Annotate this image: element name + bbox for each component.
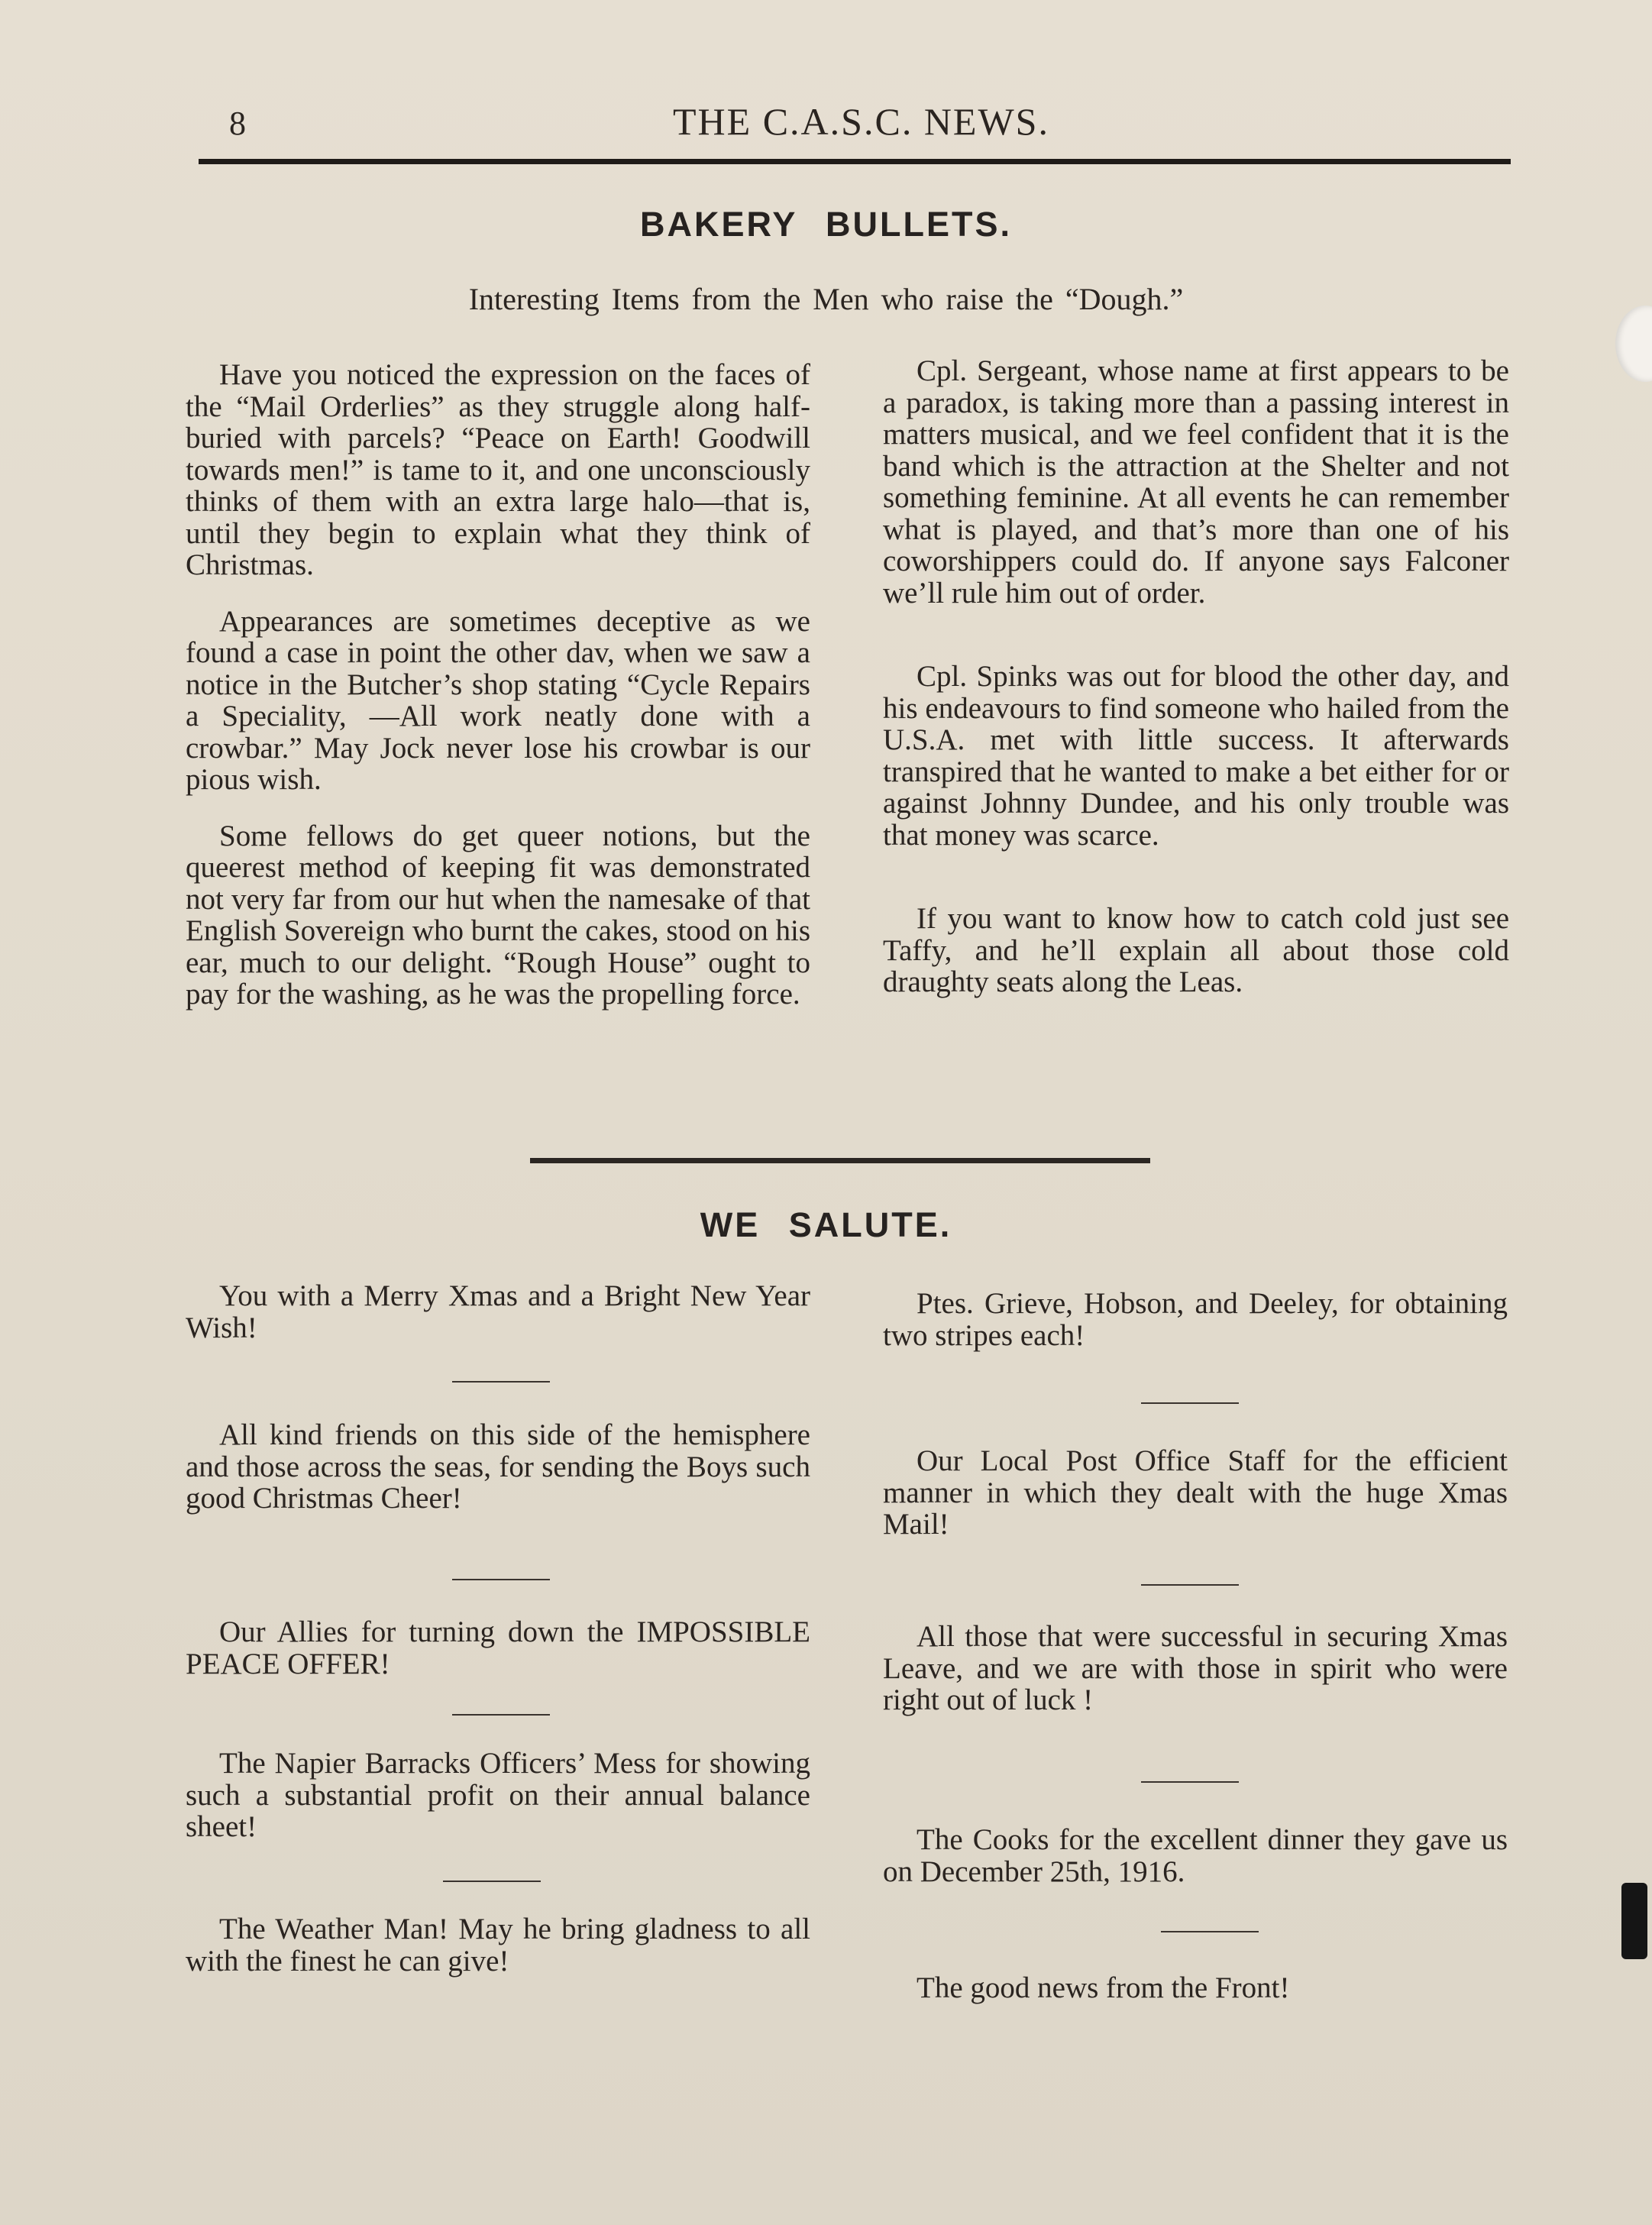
item-separator	[1141, 1402, 1239, 1404]
bakery-section-title: BAKERY BULLETS.	[639, 205, 1013, 244]
salute-item: The good news from the Front!	[917, 1971, 1290, 2004]
binder-clip-mark	[1621, 1883, 1647, 1959]
salute-item: You with a Merry Xmas and a Bright New Year Wish!	[186, 1279, 810, 1344]
item-separator	[443, 1881, 541, 1882]
salute-item: Our Local Post Office Staff for the efficient manner in which they dealt with the huge Xmas Mail!	[883, 1444, 1508, 1541]
bakery-paragraph: If you want to know how to catch cold just see Taffy, and he’ll explain all about those cold draughty seats along the Leas.	[883, 902, 1509, 998]
salute-item: The Cooks for the excellent dinner they gave us on December 25th, 1916.	[883, 1823, 1508, 1888]
bakery-paragraph: Appearances are sometimes deceptive as we found a case in point the other dav, when we saw a notice in the Butcher’s shop stating “Cycle Repairs a Speciality, —All work neatly done with a crowbar.” May Jock never lose his crowbar is our pious wish.	[186, 604, 810, 796]
item-separator	[452, 1714, 550, 1716]
item-separator	[1141, 1584, 1239, 1586]
salute-item: Our Allies for turning down the IMPOSSIBLE PEACE OFFER!	[186, 1615, 810, 1680]
salute-item: Ptes. Grieve, Hobson, and Deeley, for obtaining two stripes each!	[883, 1287, 1508, 1352]
binder-hole	[1615, 306, 1652, 382]
bakery-paragraph: Have you noticed the expression on the faces of the “Mail Orderlies” as they struggle along half-buried with parcels? “Peace on Earth! Goodwill towards men!” is tame to it, and one unconsciously thinks of them with an extra large halo—that is, until they begin to explain what they think of Christmas.	[186, 358, 810, 581]
item-separator	[1161, 1931, 1259, 1932]
bakery-left-column	[186, 359, 810, 1011]
bakery-paragraph: Some fellows do get queer notions, but the queerest method of keeping fit was demonstrated not very far from our hut when the namesake of that English Sovereign who burnt the cakes, stood on his ear, much to our delight. “Rough House” ought to pay for the washing, as he was the propelling force.	[186, 819, 810, 1011]
page-number: 8	[229, 105, 246, 142]
item-separator	[1141, 1781, 1239, 1783]
salute-item: All those that were successful in securing Xmas Leave, and we are with those in spirit who were right out of luck !	[883, 1620, 1508, 1716]
bakery-paragraph: Cpl. Sergeant, whose name at first appears to be a paradox, is taking more than a passing interest in matters musical, and we feel confident that it is the band which is the attraction at the Shelter and not something feminine. At all events he can remember what is played, and that’s more than one of his coworshippers could do. If anyone says Falconer we’ll rule him out of order.	[883, 354, 1509, 610]
publication-title: THE C.A.S.C. NEWS.	[673, 100, 1049, 143]
salute-item: All kind friends on this side of the hemisphere and those across the seas, for sending the Boys such good Christmas Cheer!	[186, 1418, 810, 1515]
salute-item: The Weather Man! May he bring gladness to all with the finest he can give!	[186, 1913, 810, 1978]
item-separator	[452, 1579, 550, 1580]
bakery-paragraph: Cpl. Spinks was out for blood the other day, and his endeavours to find someone who hailed from the U.S.A. met with little success. It afterwards transpired that he wanted to make a bet either for or against Johnny Dundee, and his only trouble was that money was scarce.	[883, 660, 1509, 852]
header-rule	[199, 159, 1511, 164]
salute-item: The Napier Barracks Officers’ Mess for showing such a substantial profit on their annual balance sheet!	[186, 1747, 810, 1843]
bakery-right-column	[883, 355, 1509, 998]
salute-section-title: WE SALUTE.	[700, 1205, 952, 1244]
item-separator	[452, 1381, 550, 1383]
section-divider	[530, 1158, 1150, 1163]
bakery-subtitle: Interesting Items from the Men who raise the “Dough.”	[468, 282, 1184, 316]
